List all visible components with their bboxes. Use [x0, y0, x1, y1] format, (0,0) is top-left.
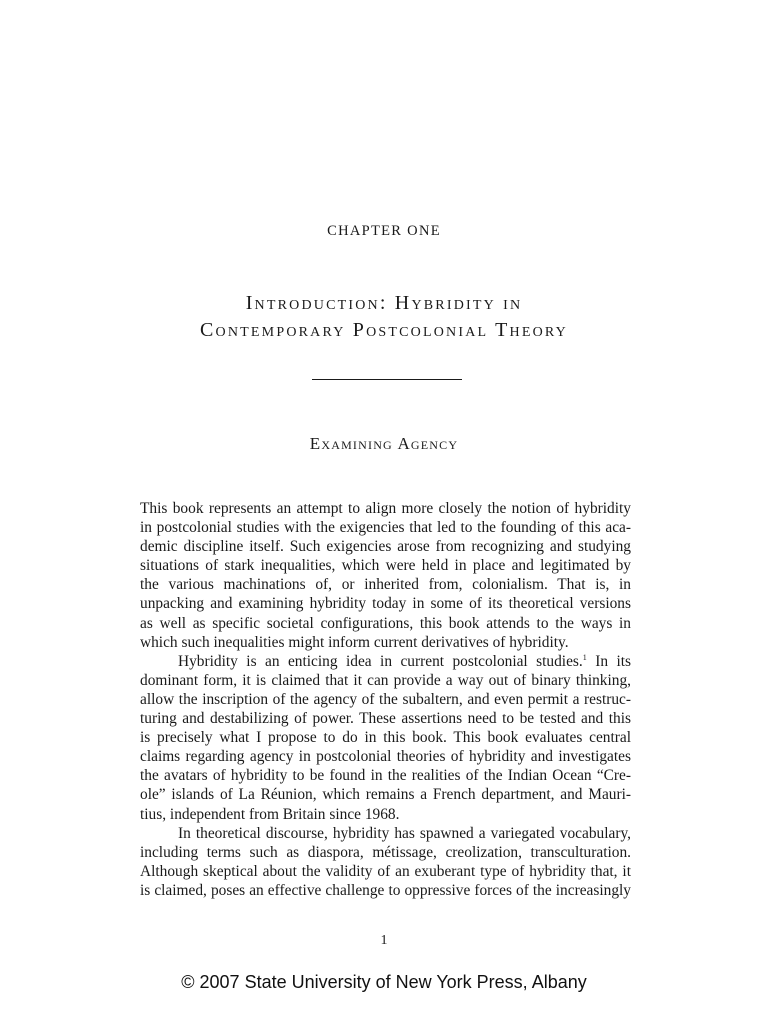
- text-line: the avatars of hybridity to be found in the realities of the Indian Ocean “Cre-: [140, 767, 631, 785]
- text-fragment: In its: [586, 652, 632, 670]
- text-line: dominant form, it is claimed that it can provide a way out of binary thinking,: [140, 671, 631, 689]
- text-line: Although skeptical about the validity of an exuberant type of hybridity that, it: [140, 862, 631, 880]
- text-line: including terms such as diaspora, métissage, creolization, transculturation.: [140, 843, 631, 861]
- paragraph-2: [140, 652, 631, 824]
- text-line: allow the inscription of the agency of the subaltern, and even permit a restruc-: [140, 690, 631, 708]
- title-divider: [312, 379, 462, 380]
- chapter-title-line-1: Introduction: Hybridity in: [245, 292, 523, 314]
- chapter-title: [0, 290, 768, 344]
- text-fragment: Hybridity is an enticing idea in current postcolonial studies.: [178, 652, 583, 670]
- text-line: unpacking and examining hybridity today in some of its theoretical versions: [140, 595, 631, 613]
- text-line: as well as specific societal configurations, this book attends to the ways in: [140, 614, 631, 632]
- text-line: demic discipline itself. Such exigencies arose from recognizing and studying: [140, 538, 631, 556]
- text-line: which such inequalities might inform current derivatives of hybridity.: [140, 633, 569, 651]
- text-line: claims regarding agency in postcolonial theories of hybridity and investigates: [140, 748, 631, 766]
- footnote-marker[interactable]: 1: [582, 652, 587, 662]
- text-line: This book represents an attempt to align more closely the notion of hybridity: [140, 500, 631, 517]
- text-line: tius, independent from Britain since 1968.: [140, 805, 400, 823]
- text-line: situations of stark inequalities, which were held in place and legitimated by: [140, 557, 631, 575]
- text-line: ole” islands of La Réunion, which remains a French department, and Mauri-: [140, 786, 631, 804]
- page-number: 1: [380, 933, 388, 948]
- chapter-label: CHAPTER ONE: [327, 223, 441, 239]
- paragraph-3: [140, 824, 631, 900]
- copyright-notice: © 2007 State University of New York Press, Albany: [181, 972, 587, 992]
- body-text: [140, 499, 631, 900]
- text-line: the various machinations of, or inherited from, colonialism. That is, in: [140, 576, 631, 594]
- section-heading: Examining Agency: [309, 434, 459, 453]
- chapter-title-line-2: Contemporary Postcolonial Theory: [200, 319, 568, 341]
- text-line: [140, 652, 631, 671]
- text-line: is claimed, poses an effective challenge to oppressive forces of the increasingly: [140, 881, 631, 899]
- text-line: In theoretical discourse, hybridity has spawned a variegated vocabulary,: [178, 824, 631, 842]
- paragraph-1: [140, 499, 631, 652]
- text-line: turing and destabilizing of power. These assertions need to be tested and this: [140, 710, 631, 728]
- text-line: is precisely what I propose to do in this book. This book evaluates central: [140, 729, 631, 747]
- text-line: in postcolonial studies with the exigencies that led to the founding of this aca-: [140, 519, 631, 537]
